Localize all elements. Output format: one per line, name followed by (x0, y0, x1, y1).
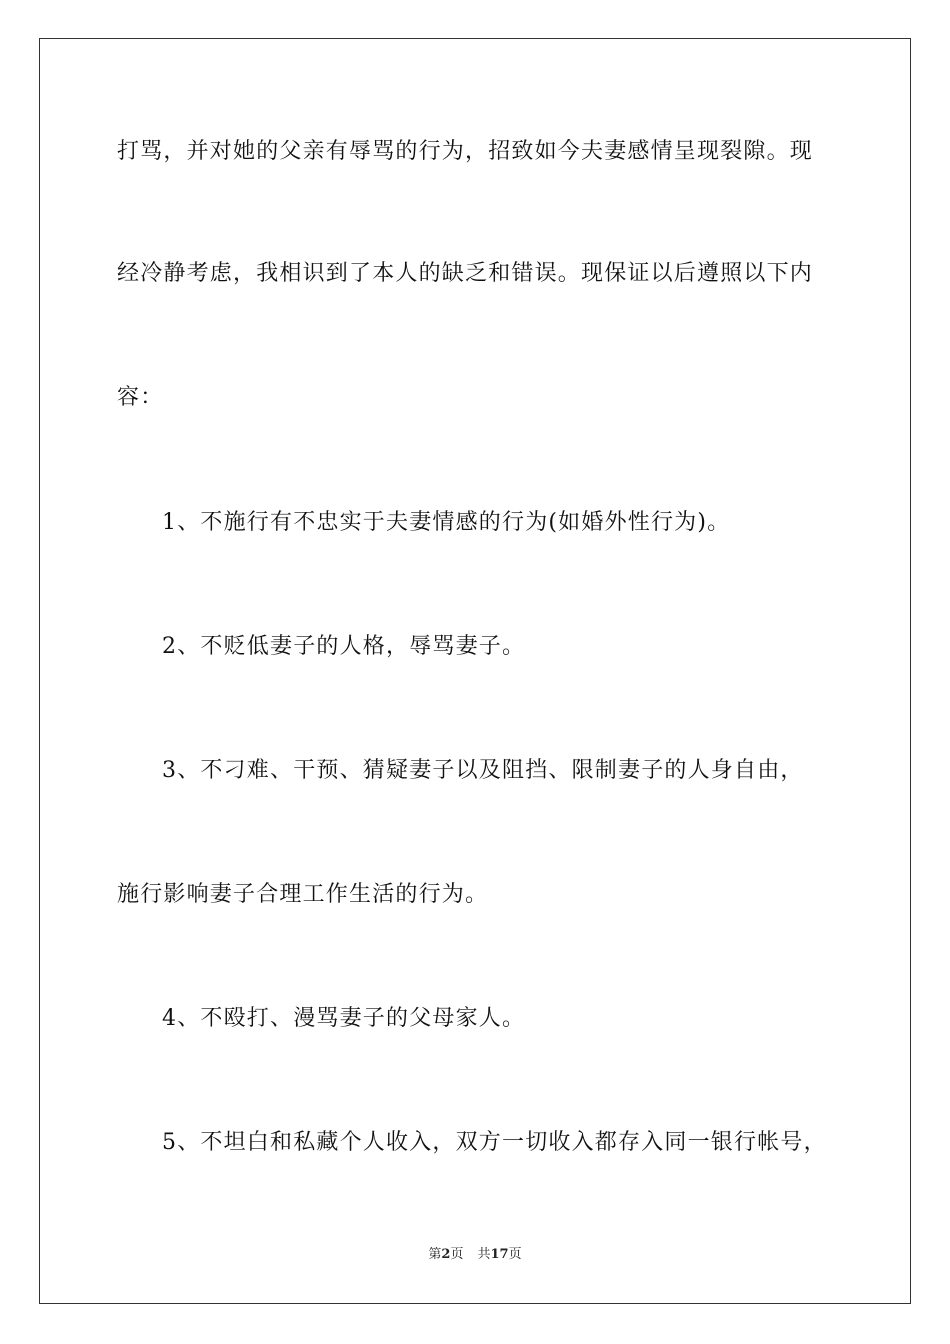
body-line-2: 经冷静考虑，我相识到了本人的缺乏和错误。现保证以后遵照以下内 (117, 261, 814, 286)
total-pages: 17 (490, 1247, 509, 1262)
total-prefix: 共 (477, 1247, 491, 1262)
page-suffix: 页 (450, 1247, 464, 1262)
body-line-1: 打骂，并对她的父亲有辱骂的行为，招致如今夫妻感情呈现裂隙。现 (117, 139, 814, 164)
list-item-5: 5、不坦白和私藏个人收入，双方一切收入都存入同一银行帐号， (162, 1130, 827, 1155)
page-footer (0, 1246, 950, 1264)
page-border (39, 38, 911, 1304)
list-item-2: 2、不贬低妻子的人格，辱骂妻子。 (162, 634, 526, 659)
page-number: 2 (441, 1247, 451, 1262)
total-suffix: 页 (508, 1247, 522, 1262)
list-item-3: 3、不刁难、干预、猜疑妻子以及阻挡、限制妻子的人身自由， (162, 758, 804, 783)
list-item-3-continuation: 施行影响妻子合理工作生活的行为。 (117, 882, 489, 907)
body-line-3: 容： (117, 385, 164, 410)
page-prefix: 第 (428, 1247, 442, 1262)
list-item-4: 4、不殴打、漫骂妻子的父母家人。 (162, 1006, 526, 1031)
list-item-1: 1、不施行有不忠实于夫妻情感的行为(如婚外性行为)。 (162, 510, 731, 535)
